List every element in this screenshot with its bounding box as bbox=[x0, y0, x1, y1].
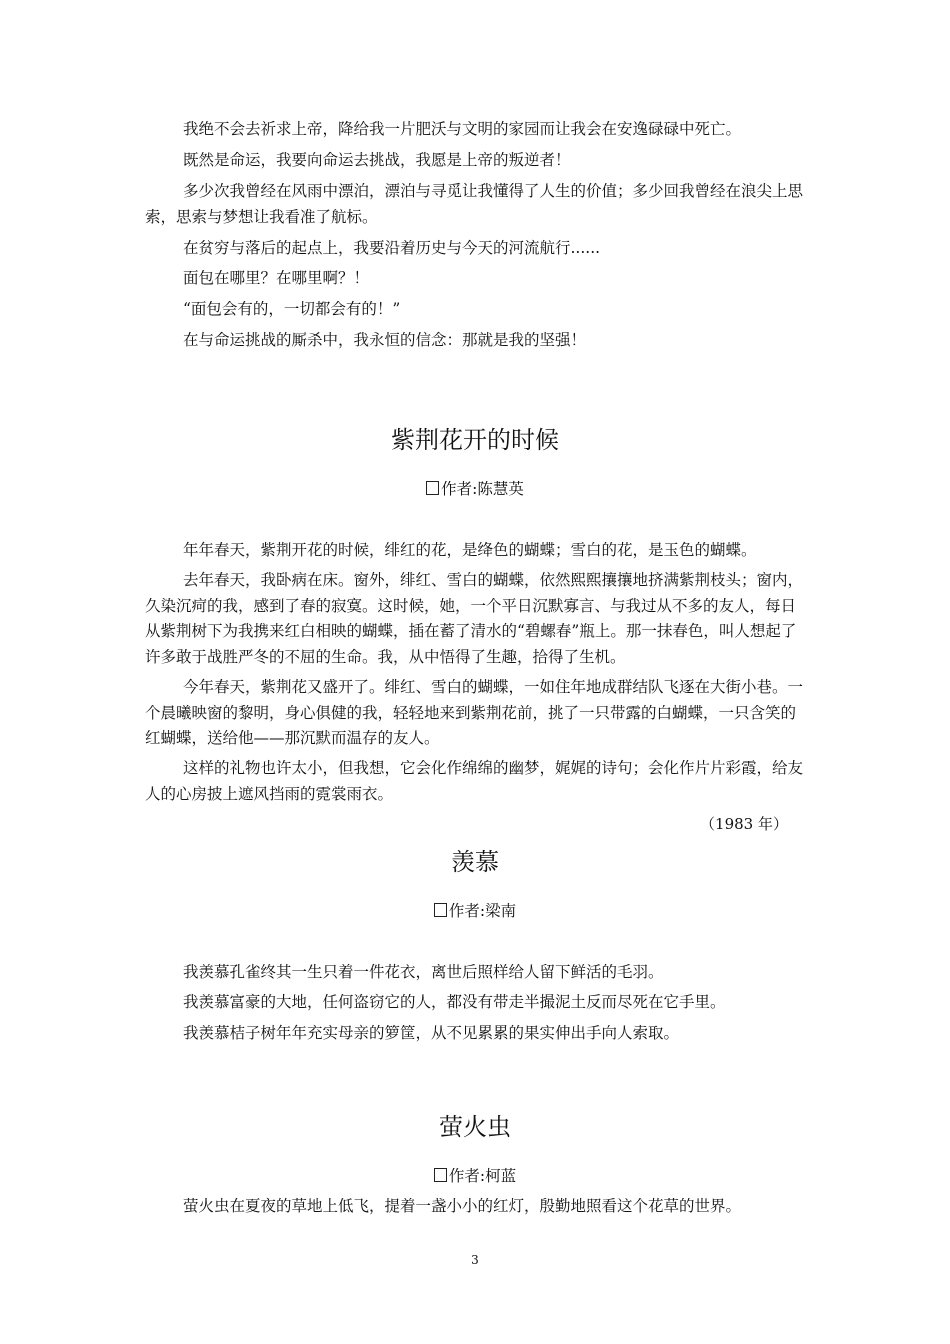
poem-line: 在贫穷与落后的起点上，我要沿着历史与今天的河流航行...... bbox=[183, 239, 601, 257]
article-title: 羡慕 bbox=[451, 848, 499, 876]
poem-line: “面包会有的，一切都会有的！” bbox=[183, 300, 401, 318]
author-line bbox=[0, 1164, 950, 1186]
author-line bbox=[0, 477, 950, 499]
author-name: 作者:梁南 bbox=[448, 902, 517, 920]
article-title: 萤火虫 bbox=[439, 1113, 511, 1141]
paragraph: 今年春天，紫荆花又盛开了。绯红、雪白的蝴蝶，一如住年地成群结队飞逐在大街小巷。一个晨曦映窗的黎明，身心俱健的我，轻轻地来到紫荆花前，挑了一只带露的白蝴蝶，一只含笑的红蝴蝶，送给他——那沉默而温存的友人。 bbox=[145, 678, 804, 747]
checkbox-square-icon bbox=[434, 1168, 447, 1182]
poem-line: 面包在哪里？在哪里啊？！ bbox=[183, 269, 370, 287]
paragraph: 萤火虫在夏夜的草地上低飞，提着一盏小小的红灯，殷勤地照看这个花草的世界。 bbox=[183, 1197, 742, 1215]
poem-line: 多少次我曾经在风雨中漂泊，漂泊与寻觅让我懂得了人生的价值；多少回我曾经在浪尖上思索，思索与梦想让我看准了航标。 bbox=[145, 182, 804, 226]
author-name: 作者:柯蓝 bbox=[448, 1167, 517, 1185]
paragraph: 我羡慕富豪的大地，任何盗窃它的人，都没有带走半撮泥土反而尽死在它手里。 bbox=[183, 993, 726, 1011]
poem-line: 既然是命运，我要向命运去挑战，我愿是上帝的叛逆者！ bbox=[183, 151, 571, 169]
paragraph: 我羡慕桔子树年年充实母亲的箩筐，从不见累累的果实伸出手向人索取。 bbox=[183, 1024, 680, 1042]
paragraph: 年年春天，紫荆开花的时候，绯红的花，是绛色的蝴蝶；雪白的花，是玉色的蝴蝶。 bbox=[183, 541, 757, 559]
year-note: （1983 年） bbox=[700, 815, 788, 833]
paragraph: 我羡慕孔雀终其一生只着一件花衣，离世后照样给人留下鲜活的毛羽。 bbox=[183, 963, 664, 981]
author-line bbox=[0, 899, 950, 921]
poem-line: 我绝不会去祈求上帝，降给我一片肥沃与文明的家园而让我会在安逸碌碌中死亡。 bbox=[183, 120, 742, 138]
poem-line: 在与命运挑战的厮杀中，我永恒的信念：那就是我的坚强！ bbox=[183, 331, 587, 349]
checkbox-square-icon bbox=[426, 481, 439, 495]
page-number: 3 bbox=[471, 1253, 479, 1267]
paragraph: 去年春天，我卧病在床。窗外，绯红、雪白的蝴蝶，依然熙熙攘攘地挤满紫荆枝头；窗内，久染沉疴的我，感到了春的寂寞。这时候，她，一个平日沉默寡言、与我过从不多的友人，每日从紫荆树下为我携来红白相映的蝴蝶，插在蓄了清水的“碧螺春”瓶上。那一抹春色，叫人想起了许多敢于战胜严冬的不屈的生命。我，从中悟得了生趣，拾得了生机。 bbox=[145, 571, 804, 666]
paragraph: 这样的礼物也许太小，但我想，它会化作绵绵的幽梦，娓娓的诗句；会化作片片彩霞，给友人的心房披上遮风挡雨的霓裳雨衣。 bbox=[145, 759, 804, 803]
checkbox-square-icon bbox=[434, 903, 447, 917]
author-name: 作者:陈慧英 bbox=[441, 480, 524, 498]
article-title: 紫荆花开的时候 bbox=[391, 426, 559, 454]
